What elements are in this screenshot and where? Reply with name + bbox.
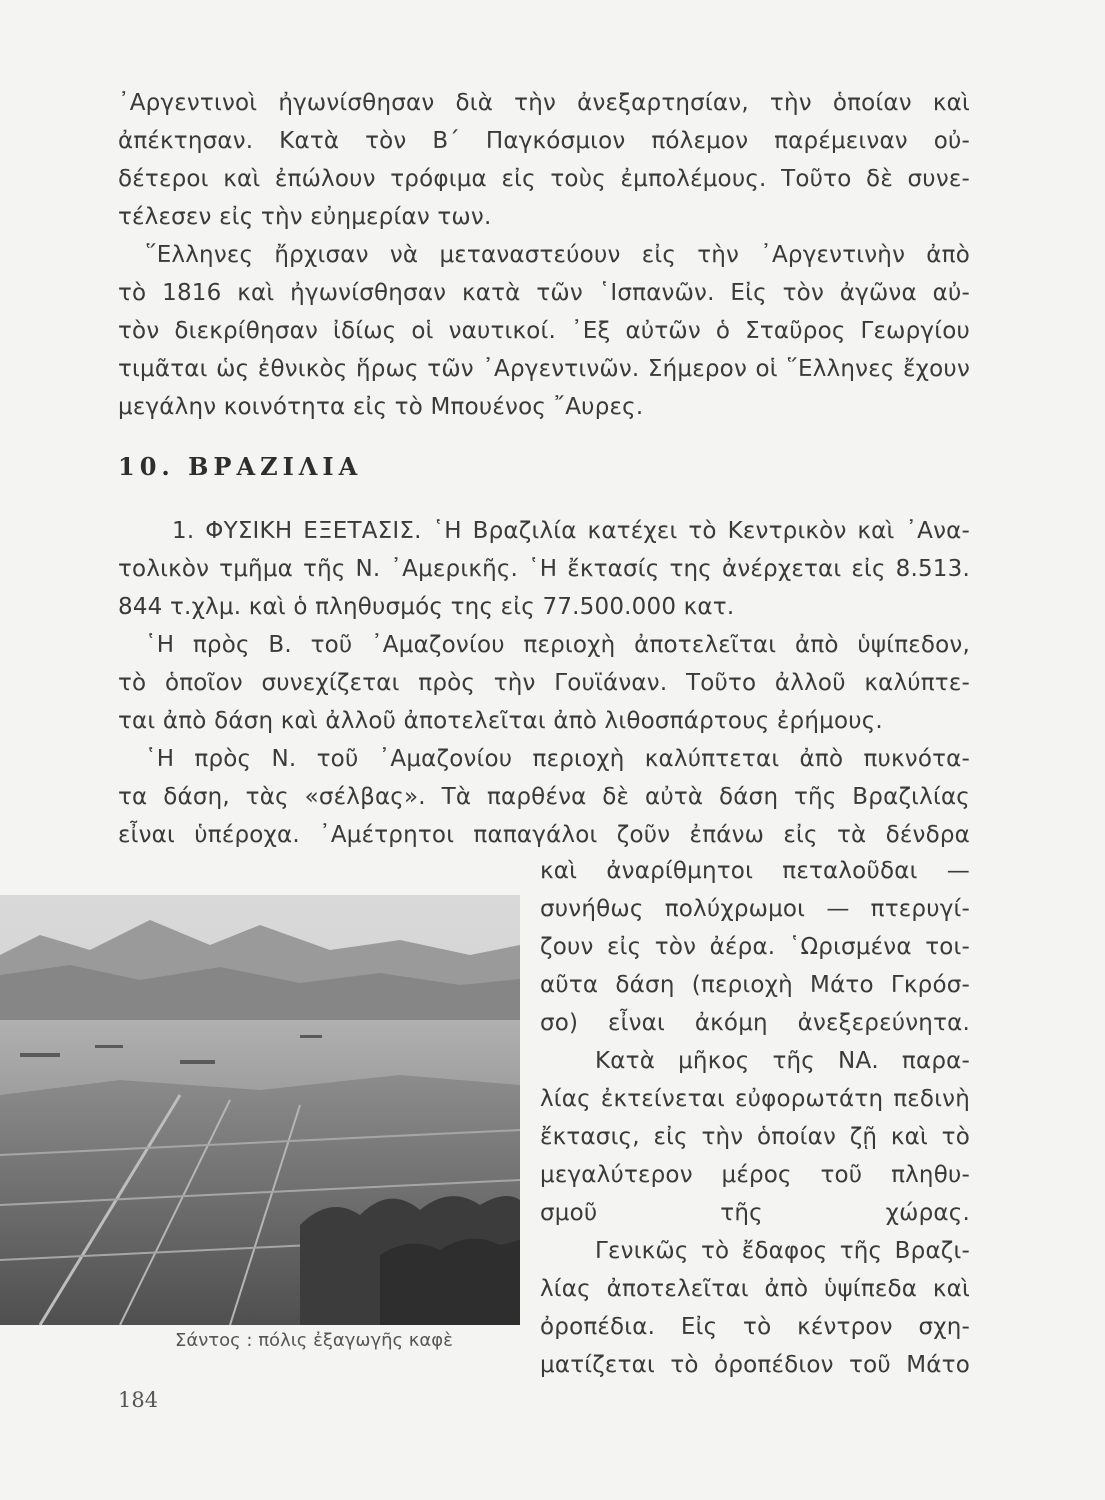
coast-line-2: λίας ἐκτείνεται εὐφορωτάτη πεδινὴ <box>540 1086 970 1112</box>
south-line-1: ῾Η πρὸς Ν. τοῦ ᾿Αμαζονίου περιοχὴ καλύπτεται ἀπὸ πυκνότα- <box>145 746 970 772</box>
greeks-line-1: ῞Ελληνες ἤρχισαν νὰ μεταναστεύουν εἰς τὴν ᾿Αργεντινὴν ἀπὸ <box>145 242 970 268</box>
north-line-1: ῾Η πρὸς Β. τοῦ ᾿Αμαζονίου περιοχὴ ἀποτελεῖται ἀπὸ ὑψίπεδον, <box>145 632 970 658</box>
intro-line-4: τέλεσεν εἰς τὴν εὐημερίαν των. <box>118 204 492 230</box>
south-narrow-line-3: ζουν εἰς τὸν ἀέρα. ῾Ωρισμένα τοι- <box>540 934 970 960</box>
terrain-line-1: Γενικῶς τὸ ἔδαφος τῆς Βραζι- <box>595 1238 970 1264</box>
terrain-line-4: ματίζεται τὸ ὀροπέδιον τοῦ Μάτο <box>540 1352 970 1378</box>
intro-line-2: ἀπέκτησαν. Κατὰ τὸν Β΄ Παγκόσμιον πόλεμον παρέμειναν οὐ- <box>118 128 970 154</box>
santos-photo-drawing <box>0 895 520 1325</box>
santos-photo <box>0 895 520 1325</box>
greeks-line-5: μεγάλην κοινότητα εἰς τὸ Μπουένος ῎Αυρες. <box>118 394 644 420</box>
north-line-2: τὸ ὁποῖον συνεχίζεται πρὸς τὴν Γουϊάναν. Τοῦτο ἀλλοῦ καλύπτε- <box>118 670 970 696</box>
terrain-line-3: ὀροπέδια. Εἰς τὸ κέντρον σχη- <box>540 1314 970 1340</box>
physical-line-3: 844 τ.χλμ. καὶ ὁ πληθυσμός της εἰς 77.500.000 κατ. <box>118 594 735 620</box>
south-narrow-line-2: συνήθως πολύχρωμοι — πτερυγί- <box>540 896 970 922</box>
north-line-3: ται ἀπὸ δάση καὶ ἀλλοῦ ἀποτελεῖται ἀπὸ λιθοσπάρτους ἐρήμους. <box>118 708 883 734</box>
page-number: 184 <box>118 1388 159 1412</box>
coast-line-5: σμοῦ τῆς χώρας. <box>540 1200 970 1226</box>
terrain-line-2: λίας ἀποτελεῖται ἀπὸ ὑψίπεδα καὶ <box>540 1276 970 1302</box>
greeks-line-4: τιμᾶται ὡς ἐθνικὸς ἥρως τῶν ᾿Αργεντινῶν. Σήμερον οἱ ῞Ελληνες ἔχουν <box>118 356 970 382</box>
coast-line-3: ἔκτασις, εἰς τὴν ὁποίαν ζῇ καὶ τὸ <box>540 1124 970 1150</box>
south-narrow-line-1: καὶ ἀναρίθμητοι πεταλοῦδαι — <box>540 858 970 884</box>
coast-line-1: Κατὰ μῆκος τῆς ΝΑ. παρα- <box>595 1048 970 1074</box>
coast-line-4: μεγαλύτερον μέρος τοῦ πληθυ- <box>540 1162 970 1188</box>
south-narrow-line-4: αῦτα δάση (περιοχὴ Μάτο Γκρόσ- <box>540 972 970 998</box>
physical-line-1: 1. ΦΥΣΙΚΗ ΕΞΕΤΑΣΙΣ. ῾Η Βραζιλία κατέχει τὸ Κεντρικὸν καὶ ᾿Ανα- <box>172 518 970 544</box>
photo-caption: Σάντος : πόλις ἐξαγωγῆς καφὲ <box>175 1330 453 1351</box>
intro-line-3: δέτεροι καὶ ἐπώλουν τρόφιμα εἰς τοὺς ἐμπολέμους. Τοῦτο δὲ συνε- <box>118 166 970 192</box>
section-heading: 10. ΒΡΑΖΙΛΙΑ <box>118 452 363 481</box>
south-narrow-line-5: σο) εἶναι ἀκόμη ἀνεξερεύνητα. <box>540 1010 970 1036</box>
south-line-3: εἶναι ὑπέροχα. ᾿Αμέτρητοι παπαγάλοι ζοῦν ἐπάνω εἰς τὰ δένδρα <box>118 822 970 848</box>
south-line-2: τα δάση, τὰς «σέλβας». Τὰ παρθένα δὲ αὐτὰ δάση τῆς Βραζιλίας <box>118 784 970 810</box>
intro-line-1: ᾿Αργεντινοὶ ἠγωνίσθησαν διὰ τὴν ἀνεξαρτησίαν, τὴν ὁποίαν καὶ <box>118 90 970 116</box>
greeks-line-2: τὸ 1816 καὶ ἠγωνίσθησαν κατὰ τῶν ῾Ισπανῶν. Εἰς τὸν ἀγῶνα αὐ- <box>118 280 970 306</box>
greeks-line-3: τὸν διεκρίθησαν ἰδίως οἱ ναυτικοί. ᾿Εξ αὐτῶν ὁ Σταῦρος Γεωργίου <box>118 318 970 344</box>
physical-line-2: τολικὸν τμῆμα τῆς Ν. ᾿Αμερικῆς. ῾Η ἔκτασίς της ἀνέρχεται εἰς 8.513. <box>118 556 970 582</box>
